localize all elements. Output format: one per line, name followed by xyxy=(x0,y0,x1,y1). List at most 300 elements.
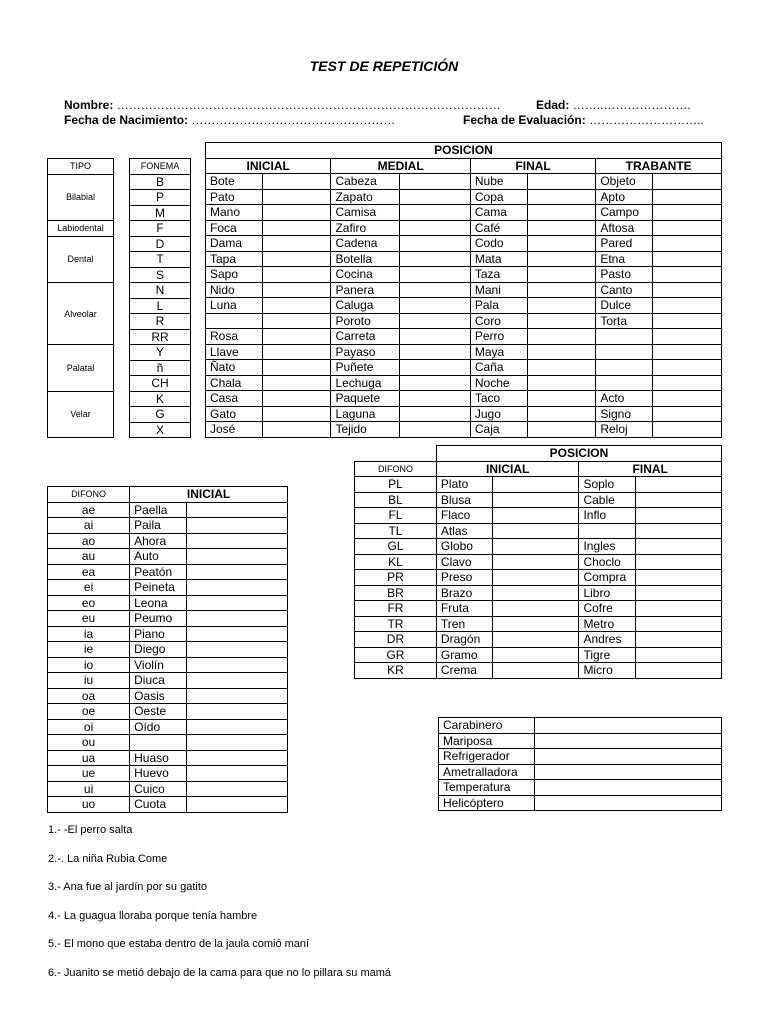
table-row xyxy=(206,329,722,345)
response-cell[interactable] xyxy=(535,764,722,780)
response-cell[interactable] xyxy=(527,329,596,345)
table-row xyxy=(48,642,288,658)
difono-cell: ui xyxy=(48,781,130,797)
word-cell: Carreta xyxy=(331,329,400,345)
word-cell: Torta xyxy=(596,313,653,329)
response-cell[interactable] xyxy=(186,533,287,549)
response-cell[interactable] xyxy=(262,251,331,267)
response-cell[interactable] xyxy=(653,298,722,314)
evaluacion-line xyxy=(463,113,704,127)
word-cell: Objeto xyxy=(596,174,653,190)
word-cell: Ñato xyxy=(206,360,263,376)
word-cell: Oeste xyxy=(130,704,187,720)
response-cell[interactable] xyxy=(653,220,722,236)
response-cell[interactable] xyxy=(262,174,331,190)
response-cell[interactable] xyxy=(400,391,471,407)
response-cell[interactable] xyxy=(635,539,721,555)
word-cell: Auto xyxy=(130,549,187,565)
response-cell[interactable] xyxy=(186,502,287,518)
difono-cell: oe xyxy=(48,704,130,720)
response-cell[interactable] xyxy=(186,688,287,704)
difono-cell: ea xyxy=(48,564,130,580)
word-cell: Cuico xyxy=(130,781,187,797)
word-cell: Campo xyxy=(596,205,653,221)
response-cell[interactable] xyxy=(527,422,596,438)
response-cell[interactable] xyxy=(493,570,579,586)
response-cell[interactable] xyxy=(653,406,722,422)
nombre-line xyxy=(64,98,501,112)
response-cell[interactable] xyxy=(653,375,722,391)
word-cell: Foca xyxy=(206,220,263,236)
response-cell[interactable] xyxy=(493,554,579,570)
evaluacion-label: Fecha de Evaluación: xyxy=(463,113,586,127)
response-cell[interactable] xyxy=(400,406,471,422)
word-cell: Cama xyxy=(470,205,527,221)
table-row xyxy=(206,282,722,298)
response-cell[interactable] xyxy=(493,508,579,524)
response-cell[interactable] xyxy=(527,282,596,298)
fonema-cell: M xyxy=(130,205,191,221)
response-cell[interactable] xyxy=(400,267,471,283)
response-cell[interactable] xyxy=(653,205,722,221)
word-cell: Cofre xyxy=(579,601,635,617)
response-cell[interactable] xyxy=(186,657,287,673)
word-cell: Copa xyxy=(470,189,527,205)
response-cell[interactable] xyxy=(635,647,721,663)
table-row xyxy=(206,220,722,236)
word-cell: Tejido xyxy=(331,422,400,438)
nombre-label: Nombre: xyxy=(64,98,114,112)
response-cell[interactable] xyxy=(262,220,331,236)
response-cell[interactable] xyxy=(653,189,722,205)
response-cell[interactable] xyxy=(653,360,722,376)
fonema-cell: L xyxy=(130,298,191,314)
response-cell[interactable] xyxy=(653,344,722,360)
word-cell: Peumo xyxy=(130,611,187,627)
fonema-row xyxy=(130,221,191,237)
header-row xyxy=(48,487,288,503)
table-row xyxy=(439,764,722,780)
table-row xyxy=(206,391,722,407)
table-row xyxy=(439,795,722,811)
fonema-cell: Y xyxy=(130,345,191,361)
response-cell[interactable] xyxy=(262,422,331,438)
response-cell[interactable] xyxy=(262,344,331,360)
response-cell[interactable] xyxy=(493,523,579,539)
table-row xyxy=(48,735,288,751)
edad-label: Edad: xyxy=(536,98,570,112)
difono-cell: DR xyxy=(355,632,437,648)
word-cell: Ametralladora xyxy=(439,764,535,780)
fonema-cell: N xyxy=(130,283,191,299)
difono-header: DIFONO xyxy=(355,461,437,477)
response-cell[interactable] xyxy=(400,174,471,190)
table-row xyxy=(48,626,288,642)
table-row xyxy=(48,750,288,766)
response-cell[interactable] xyxy=(186,611,287,627)
fonema-cell: CH xyxy=(130,376,191,392)
fonema-row xyxy=(130,283,191,299)
fonema-row xyxy=(130,298,191,314)
fonema-row xyxy=(130,190,191,206)
word-cell: Soplo xyxy=(579,477,635,493)
word-cell: Paella xyxy=(130,502,187,518)
response-cell[interactable] xyxy=(527,360,596,376)
word-cell: Pared xyxy=(596,236,653,252)
nombre-field[interactable]: …………………………………………………………………………………… xyxy=(116,98,501,112)
page-title: TEST DE REPETICIÓN xyxy=(309,58,459,74)
response-cell[interactable] xyxy=(262,329,331,345)
word-cell: Dragón xyxy=(436,632,492,648)
response-cell[interactable] xyxy=(527,174,596,190)
response-cell[interactable] xyxy=(527,298,596,314)
fonema-cell: D xyxy=(130,236,191,252)
word-cell: Paquete xyxy=(331,391,400,407)
word-cell: Sapo xyxy=(206,267,263,283)
difono-cell: oa xyxy=(48,688,130,704)
table-row xyxy=(355,508,722,524)
table-row xyxy=(206,375,722,391)
response-cell[interactable] xyxy=(635,616,721,632)
difono-cell: KL xyxy=(355,554,437,570)
response-cell[interactable] xyxy=(400,344,471,360)
word-cell: Dulce xyxy=(596,298,653,314)
difono-cell: ua xyxy=(48,750,130,766)
response-cell[interactable] xyxy=(400,251,471,267)
word-cell: Jugo xyxy=(470,406,527,422)
response-cell[interactable] xyxy=(186,673,287,689)
response-cell[interactable] xyxy=(400,360,471,376)
response-cell[interactable] xyxy=(400,422,471,438)
fonema-cell: F xyxy=(130,221,191,237)
table-row xyxy=(439,780,722,796)
response-cell[interactable] xyxy=(527,220,596,236)
response-cell[interactable] xyxy=(493,585,579,601)
response-cell[interactable] xyxy=(262,298,331,314)
fonema-row xyxy=(130,205,191,221)
response-cell[interactable] xyxy=(186,626,287,642)
response-cell[interactable] xyxy=(186,518,287,534)
response-cell[interactable] xyxy=(635,477,721,493)
response-cell[interactable] xyxy=(493,492,579,508)
edad-field[interactable]: ……..…………………. xyxy=(572,98,691,112)
difono-header: DIFONO xyxy=(48,487,130,503)
response-cell[interactable] xyxy=(535,718,722,734)
difono-cell: TL xyxy=(355,523,437,539)
difono-cell: eo xyxy=(48,595,130,611)
word-cell: Brazo xyxy=(436,585,492,601)
header-row xyxy=(206,143,722,159)
response-cell[interactable] xyxy=(527,344,596,360)
word-cell: Chala xyxy=(206,375,263,391)
word-cell: Pala xyxy=(470,298,527,314)
word-cell: Globo xyxy=(436,539,492,555)
response-cell[interactable] xyxy=(400,220,471,236)
tipo-row xyxy=(48,221,114,237)
nacimiento-field[interactable]: …………………………………………… xyxy=(191,113,396,127)
cluster-table xyxy=(354,445,722,679)
word-cell: Nido xyxy=(206,282,263,298)
word-cell: Camisa xyxy=(331,205,400,221)
word-cell: Noche xyxy=(470,375,527,391)
response-cell[interactable] xyxy=(527,391,596,407)
difono-cell: PR xyxy=(355,570,437,586)
table-row xyxy=(439,749,722,765)
response-cell[interactable] xyxy=(635,523,721,539)
fonema-cell: RR xyxy=(130,329,191,345)
table-row xyxy=(48,518,288,534)
response-cell[interactable] xyxy=(653,313,722,329)
sentence-6: 6.- Juanito se metió debajo de la cama para que no lo pillara su mamá xyxy=(48,966,392,979)
word-cell: Refrigerador xyxy=(439,749,535,765)
tipo-table xyxy=(47,158,114,438)
word-cell xyxy=(130,735,187,751)
posicion-header: POSICION xyxy=(436,446,721,462)
response-cell[interactable] xyxy=(635,492,721,508)
word-cell: Libro xyxy=(579,585,635,601)
response-cell[interactable] xyxy=(535,749,722,765)
inicial-header: INICIAL xyxy=(130,487,288,503)
tipo-cell: Bilabial xyxy=(48,174,114,221)
table-row xyxy=(48,704,288,720)
table-row xyxy=(355,601,722,617)
difono-cell: ou xyxy=(48,735,130,751)
response-cell[interactable] xyxy=(262,391,331,407)
word-cell: Caja xyxy=(470,422,527,438)
table-row xyxy=(48,719,288,735)
word-cell: Carabinero xyxy=(439,718,535,734)
word-cell: Signo xyxy=(596,406,653,422)
word-cell: Micro xyxy=(579,663,635,679)
table-row xyxy=(206,174,722,190)
response-cell[interactable] xyxy=(262,313,331,329)
response-cell[interactable] xyxy=(635,601,721,617)
difono-cell: BL xyxy=(355,492,437,508)
fonema-row xyxy=(130,314,191,330)
fonema-row xyxy=(130,329,191,345)
word-cell: Oído xyxy=(130,719,187,735)
table-row xyxy=(48,533,288,549)
response-cell[interactable] xyxy=(493,601,579,617)
response-cell[interactable] xyxy=(186,781,287,797)
response-cell[interactable] xyxy=(653,391,722,407)
response-cell[interactable] xyxy=(186,797,287,813)
word-cell: Huevo xyxy=(130,766,187,782)
word-cell: Puñete xyxy=(331,360,400,376)
fonema-row xyxy=(130,407,191,423)
word-cell: Casa xyxy=(206,391,263,407)
word-cell: Caluga xyxy=(331,298,400,314)
response-cell[interactable] xyxy=(527,236,596,252)
word-cell: Temperatura xyxy=(439,780,535,796)
response-cell[interactable] xyxy=(635,632,721,648)
difono-cell: ae xyxy=(48,502,130,518)
word-cell: Paila xyxy=(130,518,187,534)
response-cell[interactable] xyxy=(653,267,722,283)
response-cell[interactable] xyxy=(186,595,287,611)
response-cell[interactable] xyxy=(493,663,579,679)
word-cell: Violín xyxy=(130,657,187,673)
table-row xyxy=(206,267,722,283)
response-cell[interactable] xyxy=(635,570,721,586)
response-cell[interactable] xyxy=(400,329,471,345)
response-cell[interactable] xyxy=(400,313,471,329)
word-cell: Maya xyxy=(470,344,527,360)
response-cell[interactable] xyxy=(493,616,579,632)
difono-cell: au xyxy=(48,549,130,565)
word-cell: Andres xyxy=(579,632,635,648)
word-cell: Flaco xyxy=(436,508,492,524)
response-cell[interactable] xyxy=(186,564,287,580)
table-row xyxy=(206,298,722,314)
table-row xyxy=(206,360,722,376)
table-row xyxy=(48,611,288,627)
response-cell[interactable] xyxy=(527,375,596,391)
response-cell[interactable] xyxy=(262,189,331,205)
response-cell[interactable] xyxy=(635,508,721,524)
sentence-4: 4.- La guagua lloraba porque tenía hambre xyxy=(48,909,258,922)
word-cell: Taza xyxy=(470,267,527,283)
word-cell: Cuota xyxy=(130,797,187,813)
table-row xyxy=(206,236,722,252)
table-row xyxy=(48,502,288,518)
response-cell[interactable] xyxy=(635,585,721,601)
response-cell[interactable] xyxy=(527,189,596,205)
response-cell[interactable] xyxy=(262,375,331,391)
word-cell: Blusa xyxy=(436,492,492,508)
word-cell: Ingles xyxy=(579,539,635,555)
response-cell[interactable] xyxy=(535,733,722,749)
fonema-cell: T xyxy=(130,252,191,268)
table-row xyxy=(48,595,288,611)
word-cell: Reloj xyxy=(596,422,653,438)
word-cell: Llave xyxy=(206,344,263,360)
word-cell: Compra xyxy=(579,570,635,586)
posicion-header: POSICION xyxy=(206,143,722,159)
response-cell[interactable] xyxy=(493,539,579,555)
column-header-row xyxy=(206,158,722,174)
response-cell[interactable] xyxy=(535,795,722,811)
response-cell[interactable] xyxy=(186,719,287,735)
fonema-cell: P xyxy=(130,190,191,206)
column-header-inicial: INICIAL xyxy=(436,461,579,477)
response-cell[interactable] xyxy=(262,360,331,376)
response-cell[interactable] xyxy=(493,647,579,663)
fonema-row xyxy=(130,422,191,438)
word-cell: Fruta xyxy=(436,601,492,617)
response-cell[interactable] xyxy=(400,298,471,314)
response-cell[interactable] xyxy=(262,236,331,252)
fonema-row xyxy=(130,236,191,252)
response-cell[interactable] xyxy=(527,313,596,329)
response-cell[interactable] xyxy=(527,267,596,283)
response-cell[interactable] xyxy=(262,406,331,422)
difono-cell: ei xyxy=(48,580,130,596)
tipo-cell: Labiodental xyxy=(48,221,114,237)
word-cell: Crema xyxy=(436,663,492,679)
fonema-table xyxy=(129,158,191,438)
word-cell: Atlas xyxy=(436,523,492,539)
response-cell[interactable] xyxy=(186,735,287,751)
response-cell[interactable] xyxy=(635,554,721,570)
response-cell[interactable] xyxy=(262,205,331,221)
word-cell: Rosa xyxy=(206,329,263,345)
response-cell[interactable] xyxy=(186,704,287,720)
word-cell: Cocina xyxy=(331,267,400,283)
word-cell: Aftosa xyxy=(596,220,653,236)
word-cell: Apto xyxy=(596,189,653,205)
word-cell: Poroto xyxy=(331,313,400,329)
table-row xyxy=(206,251,722,267)
response-cell[interactable] xyxy=(400,282,471,298)
tipo-cell: Palatal xyxy=(48,345,114,392)
response-cell[interactable] xyxy=(527,205,596,221)
word-cell: Codo xyxy=(470,236,527,252)
fonema-row xyxy=(130,345,191,361)
difono-cell: FL xyxy=(355,508,437,524)
response-cell[interactable] xyxy=(400,189,471,205)
fonema-cell: R xyxy=(130,314,191,330)
response-cell[interactable] xyxy=(400,205,471,221)
word-cell: Inflo xyxy=(579,508,635,524)
response-cell[interactable] xyxy=(186,549,287,565)
response-cell[interactable] xyxy=(653,174,722,190)
response-cell[interactable] xyxy=(535,780,722,796)
response-cell[interactable] xyxy=(186,750,287,766)
header-row xyxy=(355,446,722,462)
response-cell[interactable] xyxy=(653,282,722,298)
fonema-cell: K xyxy=(130,391,191,407)
response-cell[interactable] xyxy=(400,236,471,252)
tipo-cell: Alveolar xyxy=(48,283,114,345)
response-cell[interactable] xyxy=(186,642,287,658)
tipo-header: TIPO xyxy=(48,159,114,175)
response-cell[interactable] xyxy=(527,406,596,422)
response-cell[interactable] xyxy=(635,663,721,679)
table-row xyxy=(355,570,722,586)
word-cell: Perro xyxy=(470,329,527,345)
response-cell[interactable] xyxy=(262,267,331,283)
word-cell: Payaso xyxy=(331,344,400,360)
difono-cell: oi xyxy=(48,719,130,735)
word-cell: Cable xyxy=(579,492,635,508)
table-row xyxy=(355,647,722,663)
response-cell[interactable] xyxy=(493,477,579,493)
table-row xyxy=(206,205,722,221)
response-cell[interactable] xyxy=(186,580,287,596)
response-cell[interactable] xyxy=(262,282,331,298)
word-cell: Zapato xyxy=(331,189,400,205)
difono-cell: ia xyxy=(48,626,130,642)
evaluacion-field[interactable]: ……………………….. xyxy=(589,113,704,127)
table-row xyxy=(355,477,722,493)
word-cell: Peatón xyxy=(130,564,187,580)
response-cell[interactable] xyxy=(653,251,722,267)
header-row xyxy=(130,159,191,175)
word-cell: Etna xyxy=(596,251,653,267)
response-cell[interactable] xyxy=(527,251,596,267)
response-cell[interactable] xyxy=(653,236,722,252)
word-cell: Mani xyxy=(470,282,527,298)
response-cell[interactable] xyxy=(493,632,579,648)
response-cell[interactable] xyxy=(400,375,471,391)
response-cell[interactable] xyxy=(653,422,722,438)
response-cell[interactable] xyxy=(186,766,287,782)
table-row xyxy=(355,492,722,508)
word-cell: Clavo xyxy=(436,554,492,570)
nacimiento-line xyxy=(64,113,395,127)
response-cell[interactable] xyxy=(653,329,722,345)
